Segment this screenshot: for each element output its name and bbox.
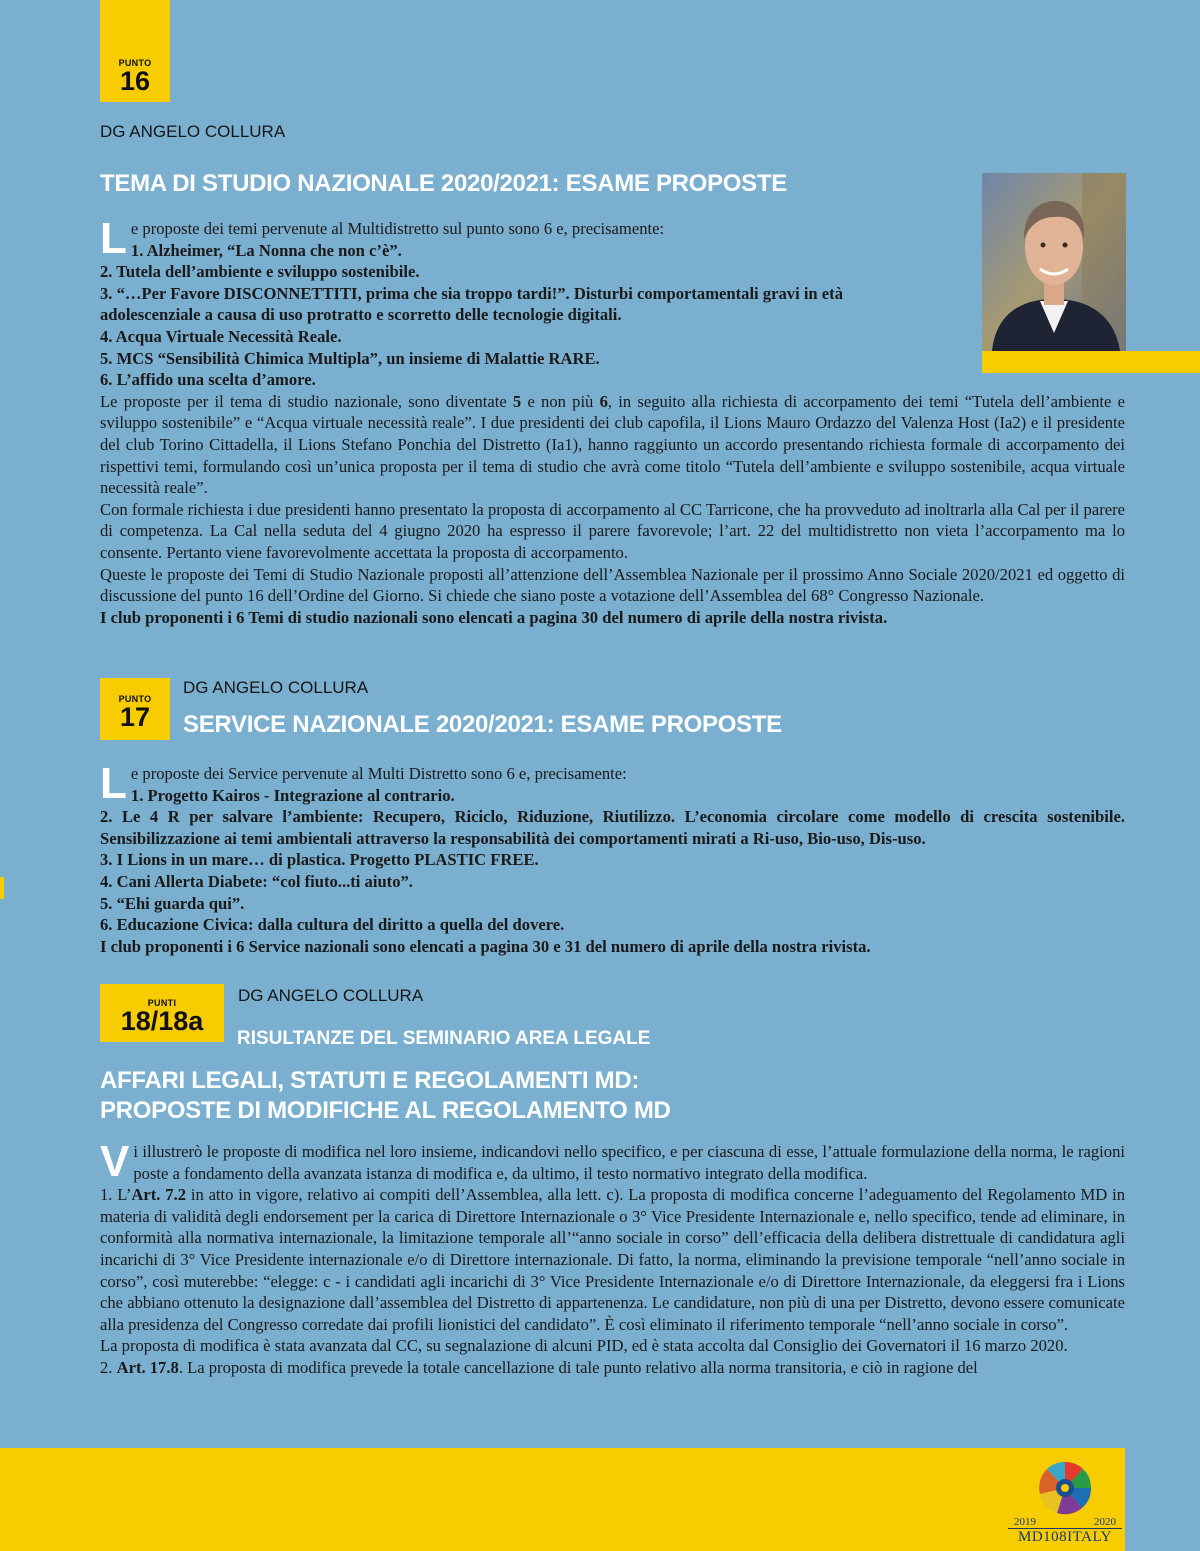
badge-label: PUNTI: [147, 998, 177, 1008]
section18-intro: i illustrerò le proposte di modifica nel loro insieme, indicandovi nello specifico, e per ciascuna di esse, l’attuale formulazione della norma, le ragioni poste a fondamento della avanzata istanza di modifica e, da ultimo, il testo normativo integrato della modifica.: [133, 1142, 1125, 1183]
section16-item: 1. Alzheimer, “La Nonna che non c’è”.: [130, 240, 402, 260]
section17-item: 4. Cani Allerta Diabete: “col fiuto...ti aiuto”.: [100, 871, 413, 891]
punto-16-badge: [100, 0, 170, 102]
section16-title: TEMA DI STUDIO NAZIONALE 2020/2021: ESAME PROPOSTE: [100, 170, 787, 197]
section17-title: SERVICE NAZIONALE 2020/2021: ESAME PROPOSTE: [183, 711, 782, 738]
section16-body: [100, 214, 1125, 628]
section16-note: I club proponenti i 6 Temi di studio nazionali sono elencati a pagina 30 del numero di aprile della nostra rivista.: [100, 607, 888, 627]
side-tab: [0, 877, 4, 899]
section16-paragraph: Con formale richiesta i due presidenti hanno presentato la proposta di accorpamento al CC Tarricone, che ha provveduto ad inoltrarla alla Cal per il parere di competenza. La Cal nella seduta del 4 giugno 2020 ha espresso il parere favorevole; l’art. 22 del multidistretto non vieta l’accorpamento ma lo consente. Pertanto viene favorevolmente accettata la proposta di accorpamento.: [100, 499, 1125, 562]
section17-item: 2. Le 4 R per salvare l’ambiente: Recupero, Riciclo, Riduzione, Riutilizzo. L’economia circolare come modello di crescita sostenibile. Sensibilizzazione ai temi ambientali attraverso la responsabilità dei comportamenti mirati a Ri-uso, Bio-uso, Dis-uso.: [100, 807, 1125, 848]
section16-intro: e proposte dei temi pervenute al Multidistretto sul punto sono 6 e, precisamente:: [130, 219, 665, 238]
footer-year-right: 2020: [1094, 1516, 1116, 1528]
section16-item: 4. Acqua Virtuale Necessità Reale.: [100, 326, 342, 346]
section17-item: 3. I Lions in un mare… di plastica. Progetto PLASTIC FREE.: [100, 850, 539, 870]
drop-cap: L: [100, 214, 127, 263]
section18-subtitle: RISULTANZE DEL SEMINARIO AREA LEGALE: [237, 1028, 651, 1049]
section16-author: DG ANGELO COLLURA: [100, 122, 286, 141]
section18-author: DG ANGELO COLLURA: [238, 986, 424, 1005]
drop-cap: V: [100, 1137, 130, 1186]
badge-number: 17: [119, 702, 151, 732]
section18-title-line2: PROPOSTE DI MODIFICHE AL REGOLAMENTO MD: [100, 1097, 671, 1124]
footer-brand: MD108ITALY: [1008, 1528, 1122, 1546]
section17-body: [100, 759, 1125, 957]
section18-title-line1: AFFARI LEGALI, STATUTI E REGOLAMENTI MD:: [100, 1067, 640, 1094]
section16-item: 2. Tutela dell’ambiente e sviluppo sostenibile.: [100, 262, 420, 282]
footer-logo: [1008, 1458, 1122, 1545]
punti-18-badge: [100, 984, 224, 1042]
section16-item: 5. MCS “Sensibilità Chimica Multipla”, un insieme di Malattie RARE.: [100, 348, 600, 368]
section18-paragraph: 2. Art. 17.8. La proposta di modifica prevede la totale cancellazione di tale punto relativo alla norma transitoria, e ciò in ragione del: [100, 1357, 978, 1377]
section17-item: 5. “Ehi guarda qui”.: [100, 893, 245, 913]
badge-label: PUNTO: [118, 58, 152, 68]
badge-number: 16: [119, 66, 151, 96]
badge-number: 18/18a: [120, 1006, 204, 1036]
sunburst-logo-icon: [1008, 1458, 1122, 1516]
section18-paragraph: 1. L’Art. 7.2 in atto in vigore, relativo ai compiti dell’Assemblea, alla lett. c). La proposta di modifica concerne l’adeguamento del Regolamento MD in materia di validità degli endorsement per la carica di Direttore Internazionale o 3° Vice Presidente Internazionale e, nello specifico, tende ad eliminare, in conformità alla normativa internazionale, la limitazione temporale all’“anno sociale in corso” dell’efficacia della delibera distrettuale di candidatura agli incarichi di 3° Vice Presidente internazionale e/o di Direttore internazionale. Di fatto, la norma, eliminando la previsione temporale “nell’anno sociale in corso”, così muterebbe: “elegge: c - i candidati agli incarichi di 3° Vice Presidente Internazionale e/o di Direttore Internazionale, da eleggersi fra i Lions che abbiano ottenuto la designazione dall’assemblea del Distretto di appartenenza. Le candidature, non più di una per Distretto, devono essere comunicate alla presidenza del Congresso corredate dai profili lionistici del candidato”. È così eliminato il riferimento temporale “nell’anno sociale in corso”.: [100, 1185, 1126, 1334]
section18-paragraph: La proposta di modifica è stata avanzata dal CC, su segnalazione di alcuni PID, ed è stata accolta dal Consiglio dei Governatori il 16 marzo 2020.: [100, 1336, 1068, 1356]
footer-bar: [0, 1448, 1125, 1551]
punto-17-badge: [100, 678, 170, 740]
section16-item: 3. “…Per Favore DISCONNETTITI, prima che sia troppo tardi!”. Disturbi comportamentali gravi in età adolescenziale a causa di uso protratto e scorretto delle tecnologie digitali.: [100, 283, 843, 325]
section16-paragraph: Le proposte per il tema di studio nazionale, sono diventate 5 e non più 6, in seguito alla richiesta di accorpamento dei temi “Tutela dell’ambiente e sviluppo sostenibile” e “Acqua virtuale necessità reale”. I due presidenti dei club capofila, il Lions Mauro Ordazzo del Valenza Host (Ia2) e il presidente del club Torino Cittadella, il Lions Stefano Ponchia del Distretto (Ia1), hanno raggiunto un accordo presentando richiesta formale di accorpamento dei rispettivi temi, formulando così un’unica proposta per il tema di studio che avrà come titolo “Tutela dell’ambiente e sviluppo sostenibile, acqua virtuale necessità reale”.: [100, 391, 1125, 498]
section17-intro: e proposte dei Service pervenute al Multi Distretto sono 6 e, precisamente:: [130, 764, 627, 783]
drop-cap: L: [100, 759, 127, 808]
badge-label: PUNTO: [118, 694, 152, 704]
section17-item: 1. Progetto Kairos - Integrazione al contrario.: [130, 785, 455, 805]
section17-author: DG ANGELO COLLURA: [183, 678, 369, 697]
section17-note: I club proponenti i 6 Service nazionali sono elencati a pagina 30 e 31 del numero di aprile della nostra rivista.: [100, 936, 871, 956]
footer-year-left: 2019: [1014, 1516, 1036, 1528]
section17-item: 6. Educazione Civica: dalla cultura del diritto a quella del dovere.: [100, 915, 565, 935]
section16-paragraph: Queste le proposte dei Temi di Studio Nazionale proposti all’attenzione dell’Assemblea Nazionale per il prossimo Anno Sociale 2020/2021 ed oggetto di discussione del punto 16 dell’Ordine del Giorno. Si chiede che siano poste a votazione dell’Assemblea del 68° Congresso Nazionale.: [100, 564, 1125, 606]
section18-body: [100, 1137, 1126, 1379]
section16-item: 6. L’affido una scelta d’amore.: [100, 370, 316, 390]
